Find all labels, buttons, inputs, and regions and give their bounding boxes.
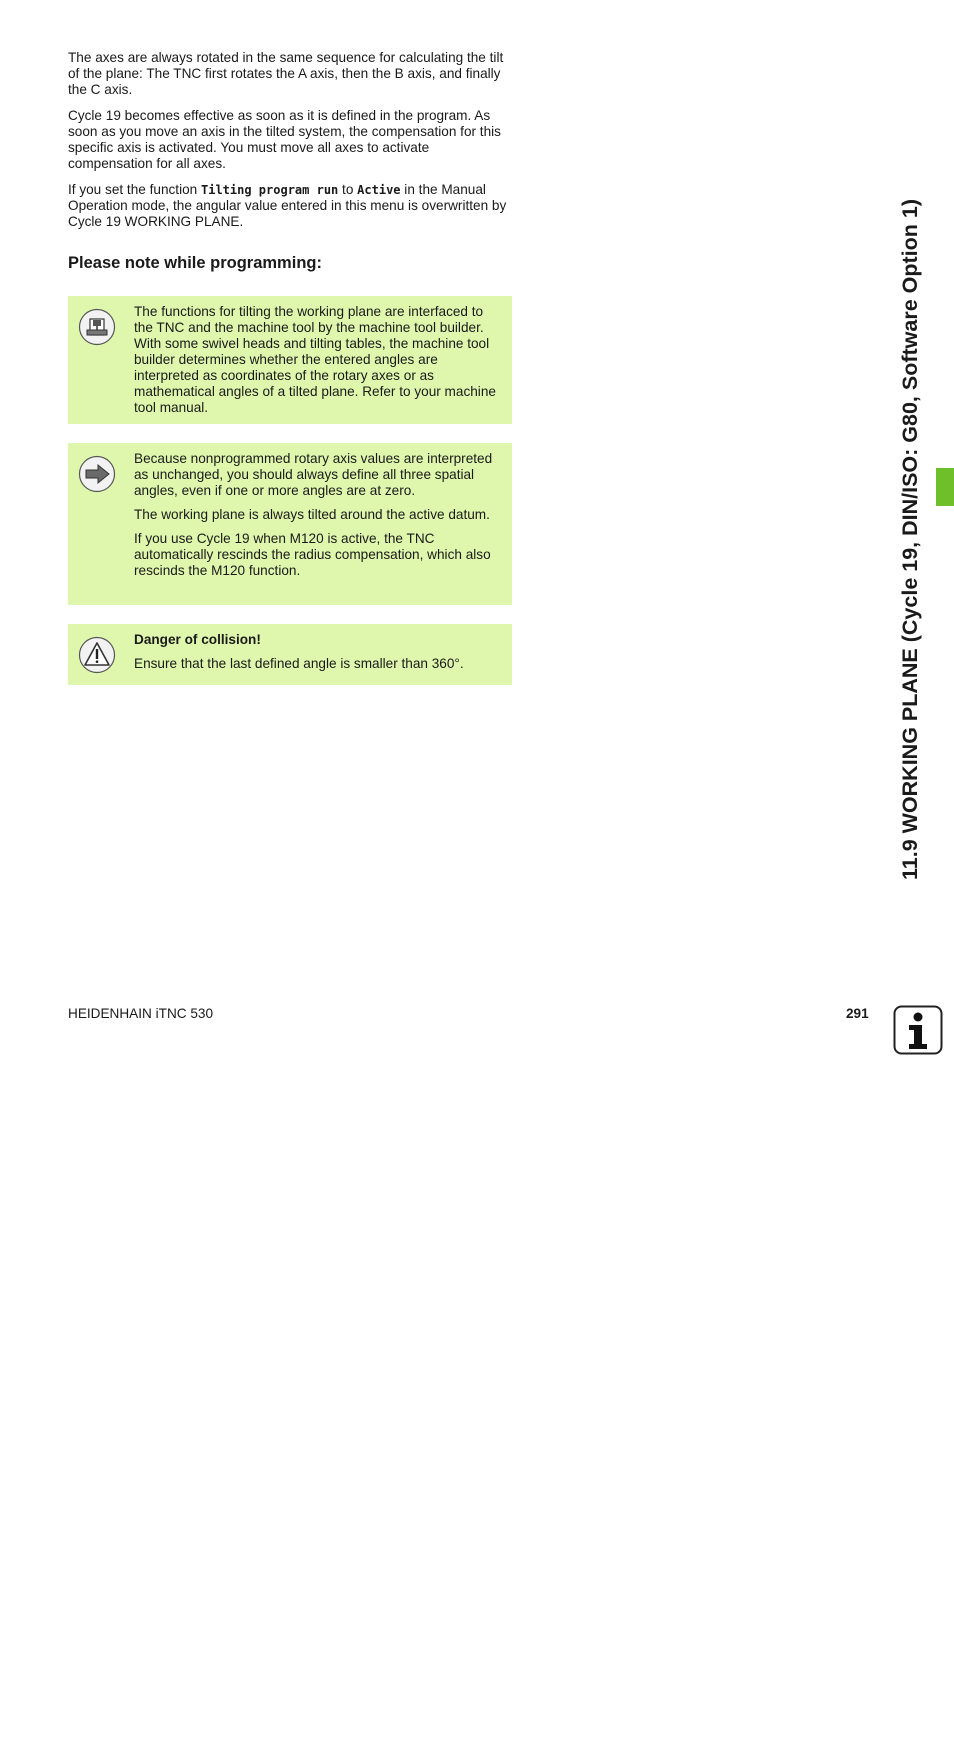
page-number: 291 [846, 1006, 869, 1021]
warning-title-text: Danger of collision! [134, 632, 261, 647]
note-text: The working plane is always tilted around the active datum. [134, 507, 490, 522]
chapter-tab-marker [936, 468, 954, 506]
side-chapter-title: 11.9 WORKING PLANE (Cycle 19, DIN/ISO: G80, Software Option 1) [898, 199, 922, 880]
note-machine-builder [68, 296, 512, 424]
paragraph-tilting-function [68, 182, 512, 230]
warning-text: Ensure that the last defined angle is smaller than 360°. [134, 656, 464, 671]
code-tilting-program-run: Tilting program run [201, 183, 339, 197]
paragraph-text: If you set the function [68, 182, 201, 197]
note-text: Because nonprogrammed rotary axis values are interpreted as unchanged, you should always define all three spatial angles, even if one or more angles are at zero. [134, 451, 493, 498]
paragraph-axis-sequence: The axes are always rotated in the same sequence for calculating the tilt of the plane: The TNC first rotates the A axis, then the B axis, and finally the C axis. [68, 50, 504, 97]
paragraph-cycle-effective: Cycle 19 becomes effective as soon as it is defined in the program. As soon as you move an axis in the tilted system, the compensation for this specific axis is activated. You must move all axes to activate compensation for all axes. [68, 108, 501, 171]
note-warning [68, 624, 512, 685]
arrow-right-icon [78, 455, 116, 493]
warning-title [134, 632, 504, 648]
note-text: The functions for tilting the working plane are interfaced to the TNC and the machine tool by the machine tool builder. With some swivel heads and tilting tables, the machine tool builder determines whether the entered angles are interpreted as coordinates of the rotary axes or as mathematical angles of a tilted plane. Refer to your machine tool manual. [134, 304, 496, 415]
note-text: If you use Cycle 19 when M120 is active, the TNC automatically rescinds the radius compensation, which also rescinds the M120 function. [134, 531, 491, 578]
section-heading: Please note while programming: [68, 254, 322, 272]
code-active: Active [357, 183, 401, 197]
paragraph-text: to [338, 182, 358, 197]
info-icon [893, 1005, 943, 1055]
paragraph-text: in the Manual Operation mode, the angular value entered in this menu is overwritten by Cycle 19 WORKING PLANE. [68, 182, 507, 229]
warning-triangle-icon [78, 636, 116, 674]
note-tips [68, 443, 512, 605]
machine-tool-icon [78, 308, 116, 346]
footer-product: HEIDENHAIN iTNC 530 [68, 1006, 214, 1021]
